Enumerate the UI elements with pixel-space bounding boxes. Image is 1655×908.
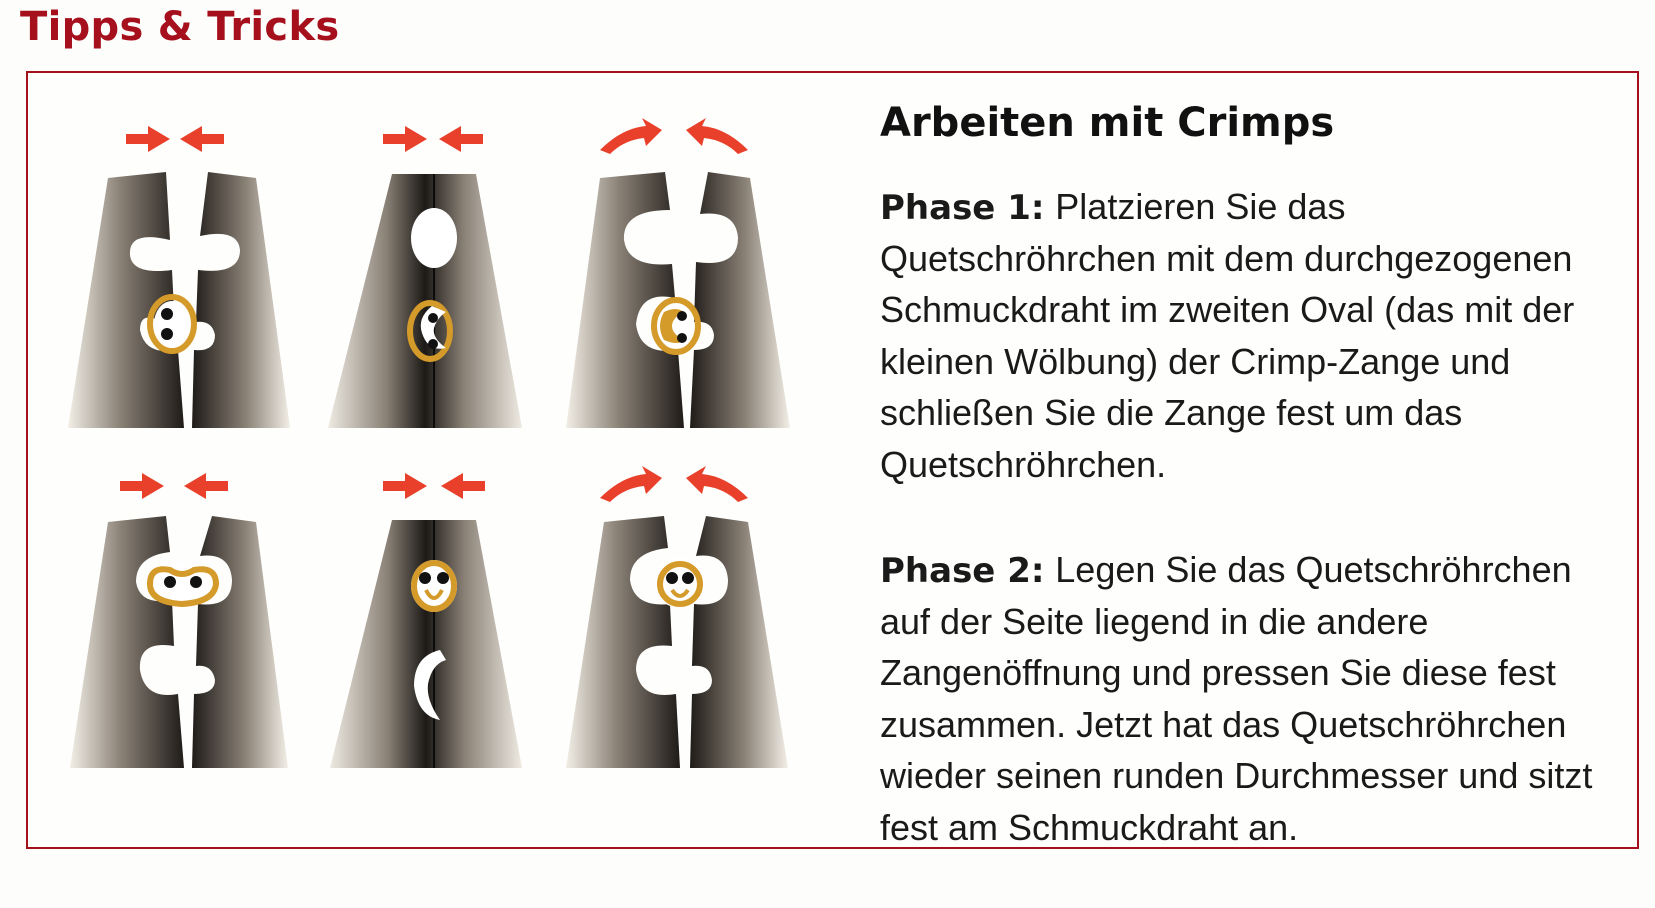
page-title: Tipps & Tricks (20, 4, 340, 50)
phase1-step3-illustration (566, 118, 790, 428)
phase-2-text: Legen Sie das Quetschröhrchen auf der Seite liegend in die andere Zangenöffnung und pressen Sie diese fest zusammen. Jetzt hat das Quetschröhrchen wieder seinen runden Durchmesser und sitzt fest am Schmuckdraht an. (880, 549, 1593, 848)
phase-1-text: Platzieren Sie das Quetschröhrchen mit dem durchgezogenen Schmuckdraht im zweiten Oval (das mit der kleinen Wölbung) der Crimp-Zange und schließen Sie die Zange fest um das Quetschröhrchen. (880, 186, 1575, 485)
article-heading: Arbeiten mit Crimps (880, 100, 1335, 146)
phase-2-paragraph (880, 545, 1600, 854)
phase2-step1-illustration (70, 473, 288, 768)
phase-1-label: Phase 1: (880, 188, 1045, 228)
phase2-step3-illustration (566, 466, 788, 768)
phase-2-label: Phase 2: (880, 551, 1045, 591)
phase2-step2-illustration (330, 473, 522, 768)
article-text (880, 100, 1600, 908)
phase1-step2-illustration (328, 126, 522, 428)
phase1-step1-illustration (68, 126, 290, 428)
phase-1-paragraph (880, 182, 1600, 491)
